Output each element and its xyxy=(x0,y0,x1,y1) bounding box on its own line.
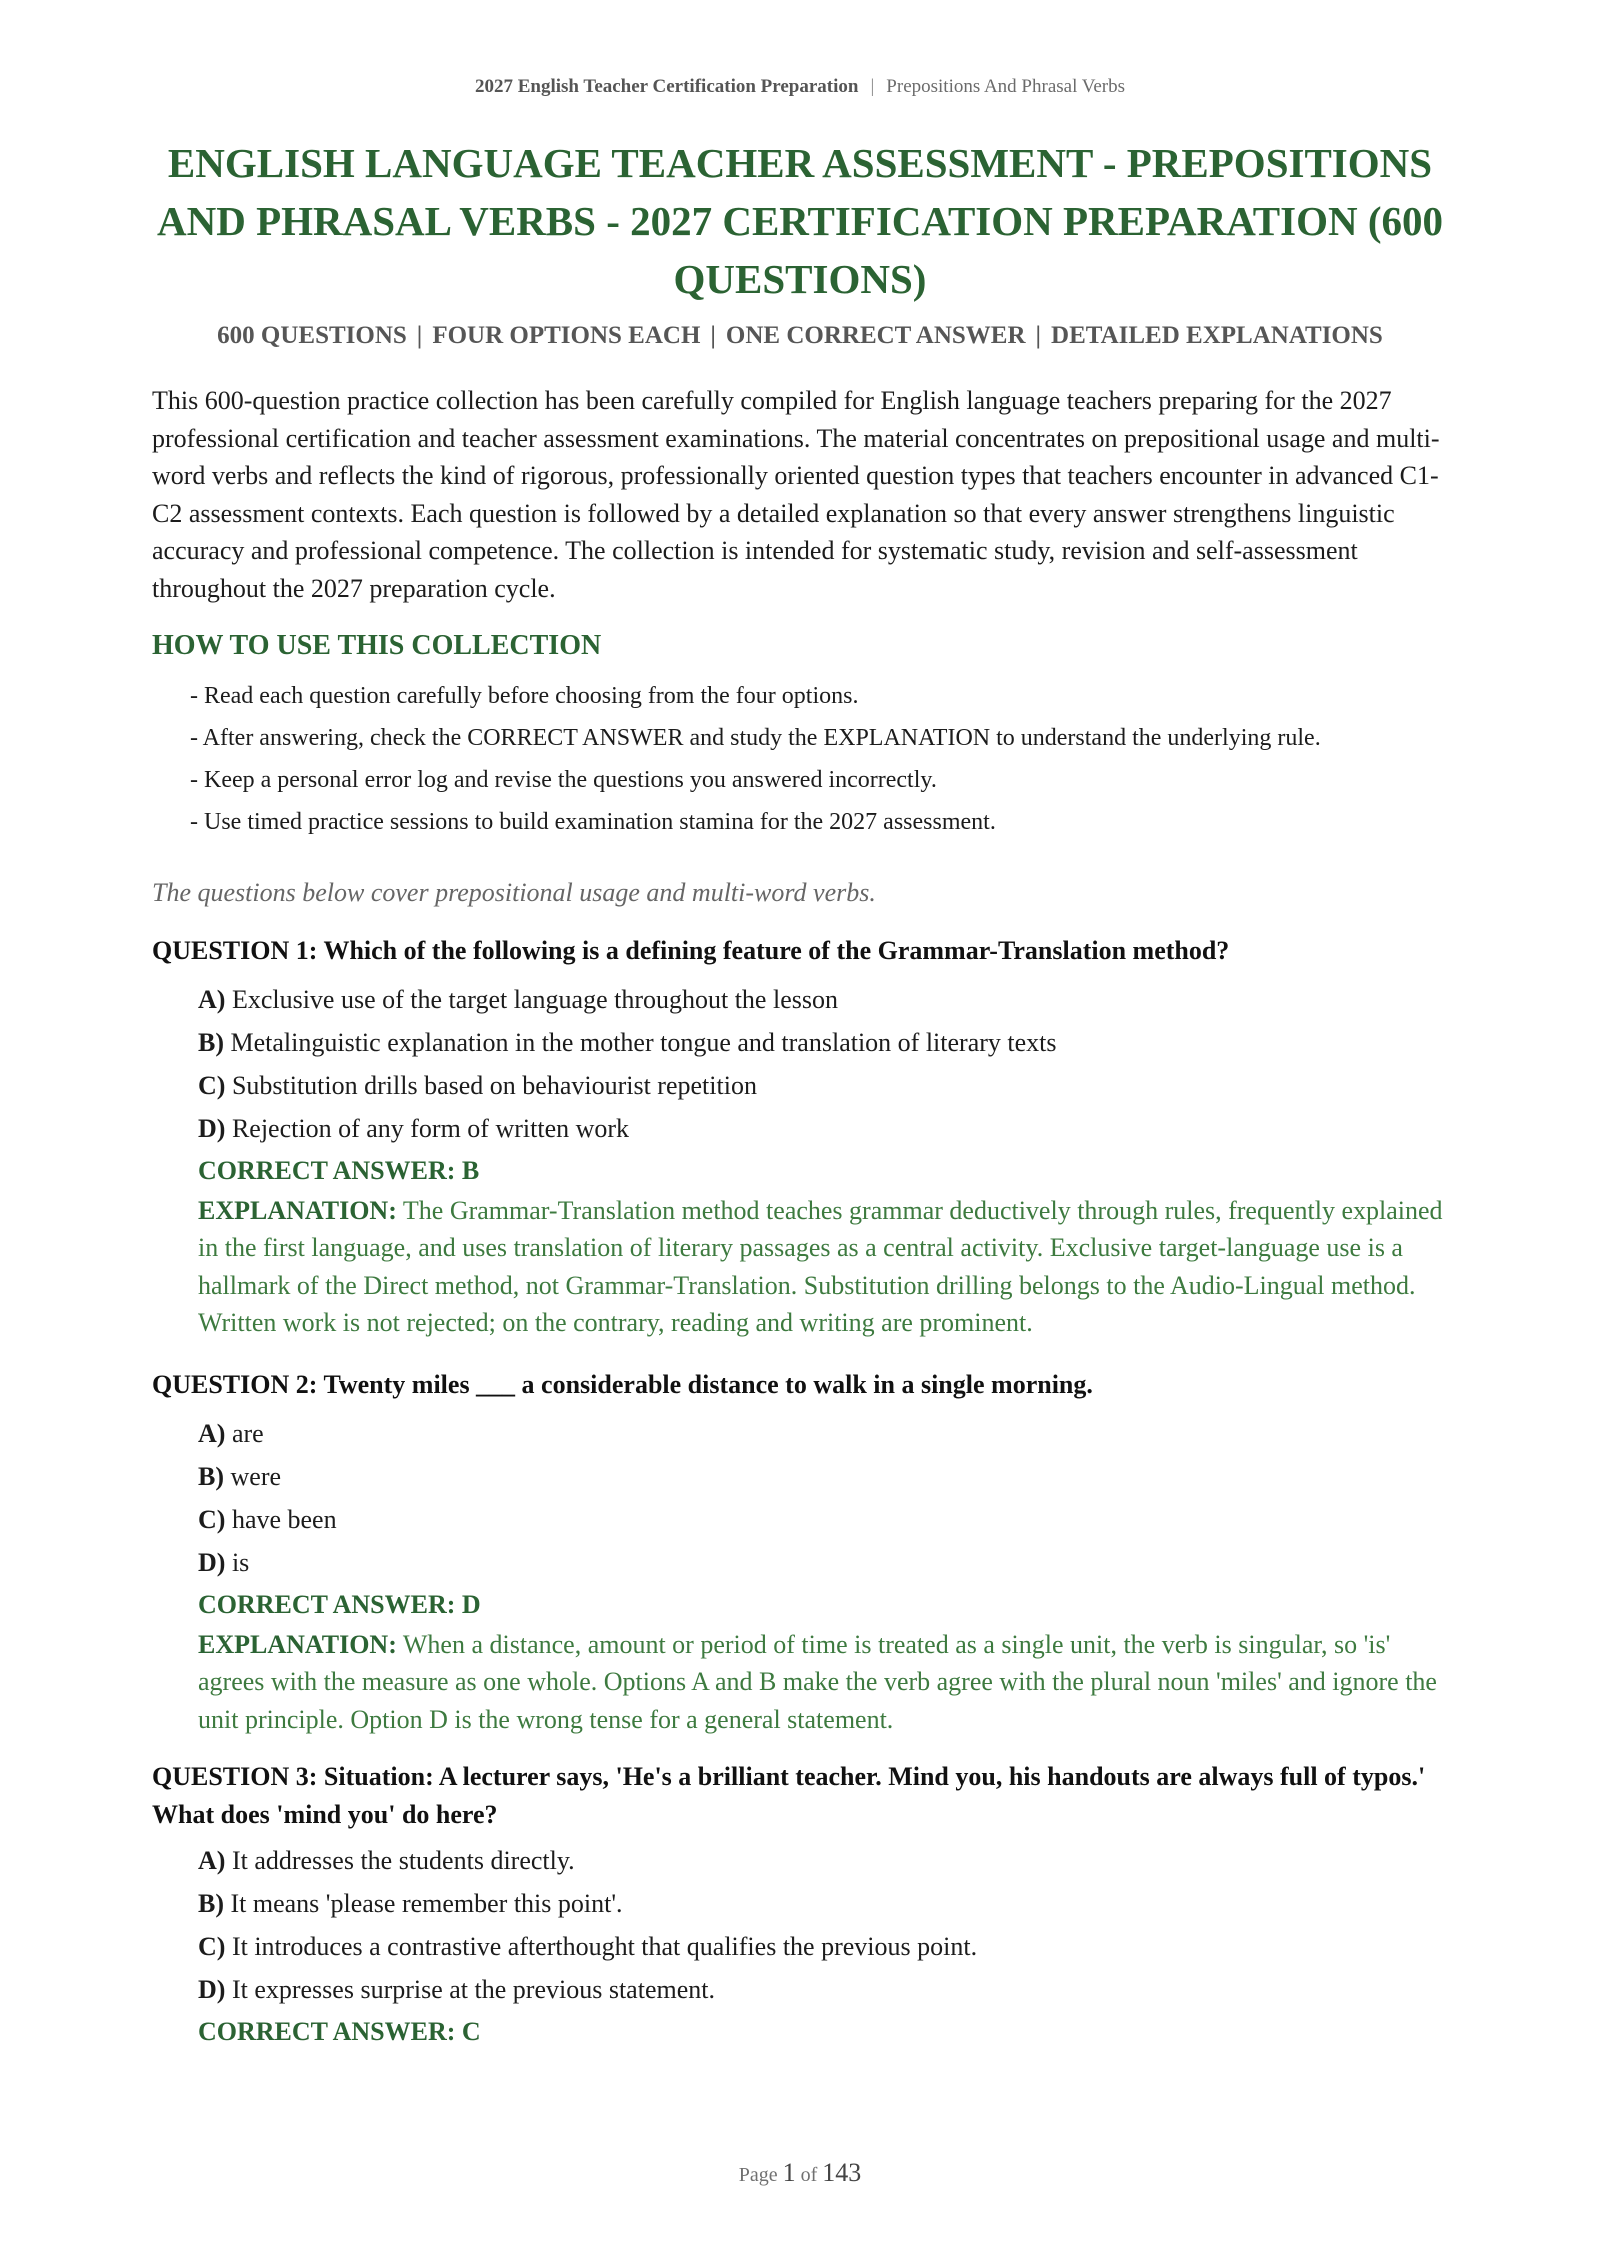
option-text: were xyxy=(230,1461,282,1491)
correct-answer: CORRECT ANSWER: B xyxy=(198,1155,480,1185)
questions-intro-note: The questions below cover prepositional usage and multi-word verbs. xyxy=(152,878,876,907)
option-c xyxy=(198,1925,1452,1968)
subtitle-separator: | xyxy=(710,322,716,349)
explanation-text: When a distance, amount or period of time is treated as a single unit, the verb is singular, so 'is' agrees with the measure as one whole. Options A and B make the verb agree with the plural noun 'miles' and ignore the unit principle. Option D is the wrong tense for a general statement. xyxy=(198,1629,1437,1734)
of-word: of xyxy=(800,2164,818,2186)
option-letter: A) xyxy=(198,1418,226,1448)
option-letter: B) xyxy=(198,1889,224,1919)
intro-paragraph: This 600-question practice collection has been carefully compiled for English language teachers preparing for the 2027 professional certification and teacher assessment examinations. The material concentrates on prepositional usage and multi-word verbs and reflects the kind of rigorous, professionally oriented question types that teachers encounter in advanced C1-C2 assessment contexts. Each question is followed by a detailed explanation so that every answer strengthens linguistic accuracy and professional competence. The collection is intended for systematic study, revision and self-assessment throughout the 2027 preparation cycle. xyxy=(152,386,1440,603)
option-text: Rejection of any form of written work xyxy=(231,1113,630,1143)
option-c xyxy=(198,1498,1452,1541)
question-stem: QUESTION 3: Situation: A lecturer says, 'He's a brilliant teacher. Mind you, his handouts are always full of typos.' What does 'mind you' do here? xyxy=(152,1762,1426,1829)
option-a xyxy=(198,1412,1452,1455)
explanation-label: EXPLANATION: xyxy=(198,1629,397,1659)
running-header-separator: | xyxy=(870,76,875,97)
option-list xyxy=(152,1412,1452,1584)
option-d xyxy=(198,1541,1452,1584)
question-stem: QUESTION 2: Twenty miles ___ a considerable distance to walk in a single morning. xyxy=(152,1370,1093,1399)
option-letter: B) xyxy=(198,1461,224,1491)
subtitle-part: ONE CORRECT ANSWER xyxy=(725,322,1026,349)
question-2 xyxy=(152,1366,1452,1738)
option-letter: B) xyxy=(198,1027,224,1057)
running-header-book-title: 2027 English Teacher Certification Preparation xyxy=(474,76,859,97)
option-text: Metalinguistic explanation in the mother tongue and translation of literary texts xyxy=(230,1027,1057,1057)
option-letter: C) xyxy=(198,1070,226,1100)
how-to-use-heading: HOW TO USE THIS COLLECTION xyxy=(152,630,602,661)
option-text: It expresses surprise at the previous statement. xyxy=(231,1975,715,2005)
running-header-topic: Prepositions And Phrasal Verbs xyxy=(886,76,1126,97)
option-text: Exclusive use of the target language throughout the lesson xyxy=(231,984,838,1014)
explanation-text: The Grammar-Translation method teaches grammar deductively through rules, frequently explained in the first language, and uses translation of literary passages as a central activity. Exclusive target-language use is a hallmark of the Direct method, not Grammar-Translation. Substitution drilling belongs to the Audio-Lingual method. Written work is not rejected; on the contrary, reading and writing are prominent. xyxy=(198,1195,1443,1338)
option-letter: C) xyxy=(198,1932,226,1962)
explanation xyxy=(198,1192,1452,1342)
option-d xyxy=(198,1968,1452,2011)
question-3 xyxy=(152,1758,1452,2053)
option-list xyxy=(152,1839,1452,2011)
option-text: are xyxy=(231,1418,264,1448)
option-text: It addresses the students directly. xyxy=(231,1846,575,1876)
how-to-use-item: - After answering, check the CORRECT ANSWER and study the EXPLANATION to understand the underlying rule. xyxy=(190,725,1321,751)
subtitle-part: FOUR OPTIONS EACH xyxy=(432,322,701,349)
option-letter: D) xyxy=(198,1547,226,1577)
option-letter: C) xyxy=(198,1504,226,1534)
option-d xyxy=(198,1107,1452,1150)
option-text: have been xyxy=(231,1504,337,1534)
document-subtitle xyxy=(100,322,1500,350)
how-to-use-list xyxy=(190,678,1440,846)
page-footer xyxy=(0,2158,1600,2188)
option-letter: A) xyxy=(198,984,226,1014)
option-text: It means 'please remember this point'. xyxy=(230,1889,623,1919)
page-word: Page xyxy=(738,2164,778,2186)
question-stem: QUESTION 1: Which of the following is a defining feature of the Grammar-Translation method? xyxy=(152,936,1230,965)
current-page-number: 1 xyxy=(782,2158,796,2187)
option-b xyxy=(198,1021,1452,1064)
how-to-use-item: - Use timed practice sessions to build examination stamina for the 2027 assessment. xyxy=(190,809,996,835)
option-a xyxy=(198,1839,1452,1882)
option-text: Substitution drills based on behaviourist repetition xyxy=(231,1070,757,1100)
subtitle-part: DETAILED EXPLANATIONS xyxy=(1051,322,1383,349)
subtitle-separator: | xyxy=(416,322,423,349)
how-to-use-item: - Keep a personal error log and revise the questions you answered incorrectly. xyxy=(190,767,937,793)
correct-answer: CORRECT ANSWER: C xyxy=(198,2017,481,2047)
document-title: ENGLISH LANGUAGE TEACHER ASSESSMENT - PREPOSITIONS AND PHRASAL VERBS - 2027 CERTIFICATION PREPARATION (600 QUESTIONS) xyxy=(157,140,1443,302)
option-b xyxy=(198,1455,1452,1498)
total-page-count: 143 xyxy=(822,2158,862,2187)
explanation xyxy=(198,1626,1452,1739)
correct-answer: CORRECT ANSWER: D xyxy=(198,1589,481,1619)
how-to-use-item: - Read each question carefully before choosing from the four options. xyxy=(190,683,859,709)
option-letter: D) xyxy=(198,1975,226,2005)
option-letter: D) xyxy=(198,1113,226,1143)
explanation-label: EXPLANATION: xyxy=(198,1195,397,1225)
option-c xyxy=(198,1064,1452,1107)
option-text: is xyxy=(231,1547,250,1577)
question-1 xyxy=(152,932,1452,1342)
subtitle-part: 600 QUESTIONS xyxy=(217,322,407,349)
option-a xyxy=(198,978,1452,1021)
subtitle-separator: | xyxy=(1035,322,1042,349)
option-list xyxy=(152,978,1452,1150)
option-letter: A) xyxy=(198,1846,226,1876)
option-text: It introduces a contrastive afterthought that qualifies the previous point. xyxy=(231,1932,978,1962)
running-header xyxy=(0,76,1600,98)
option-b xyxy=(198,1882,1452,1925)
